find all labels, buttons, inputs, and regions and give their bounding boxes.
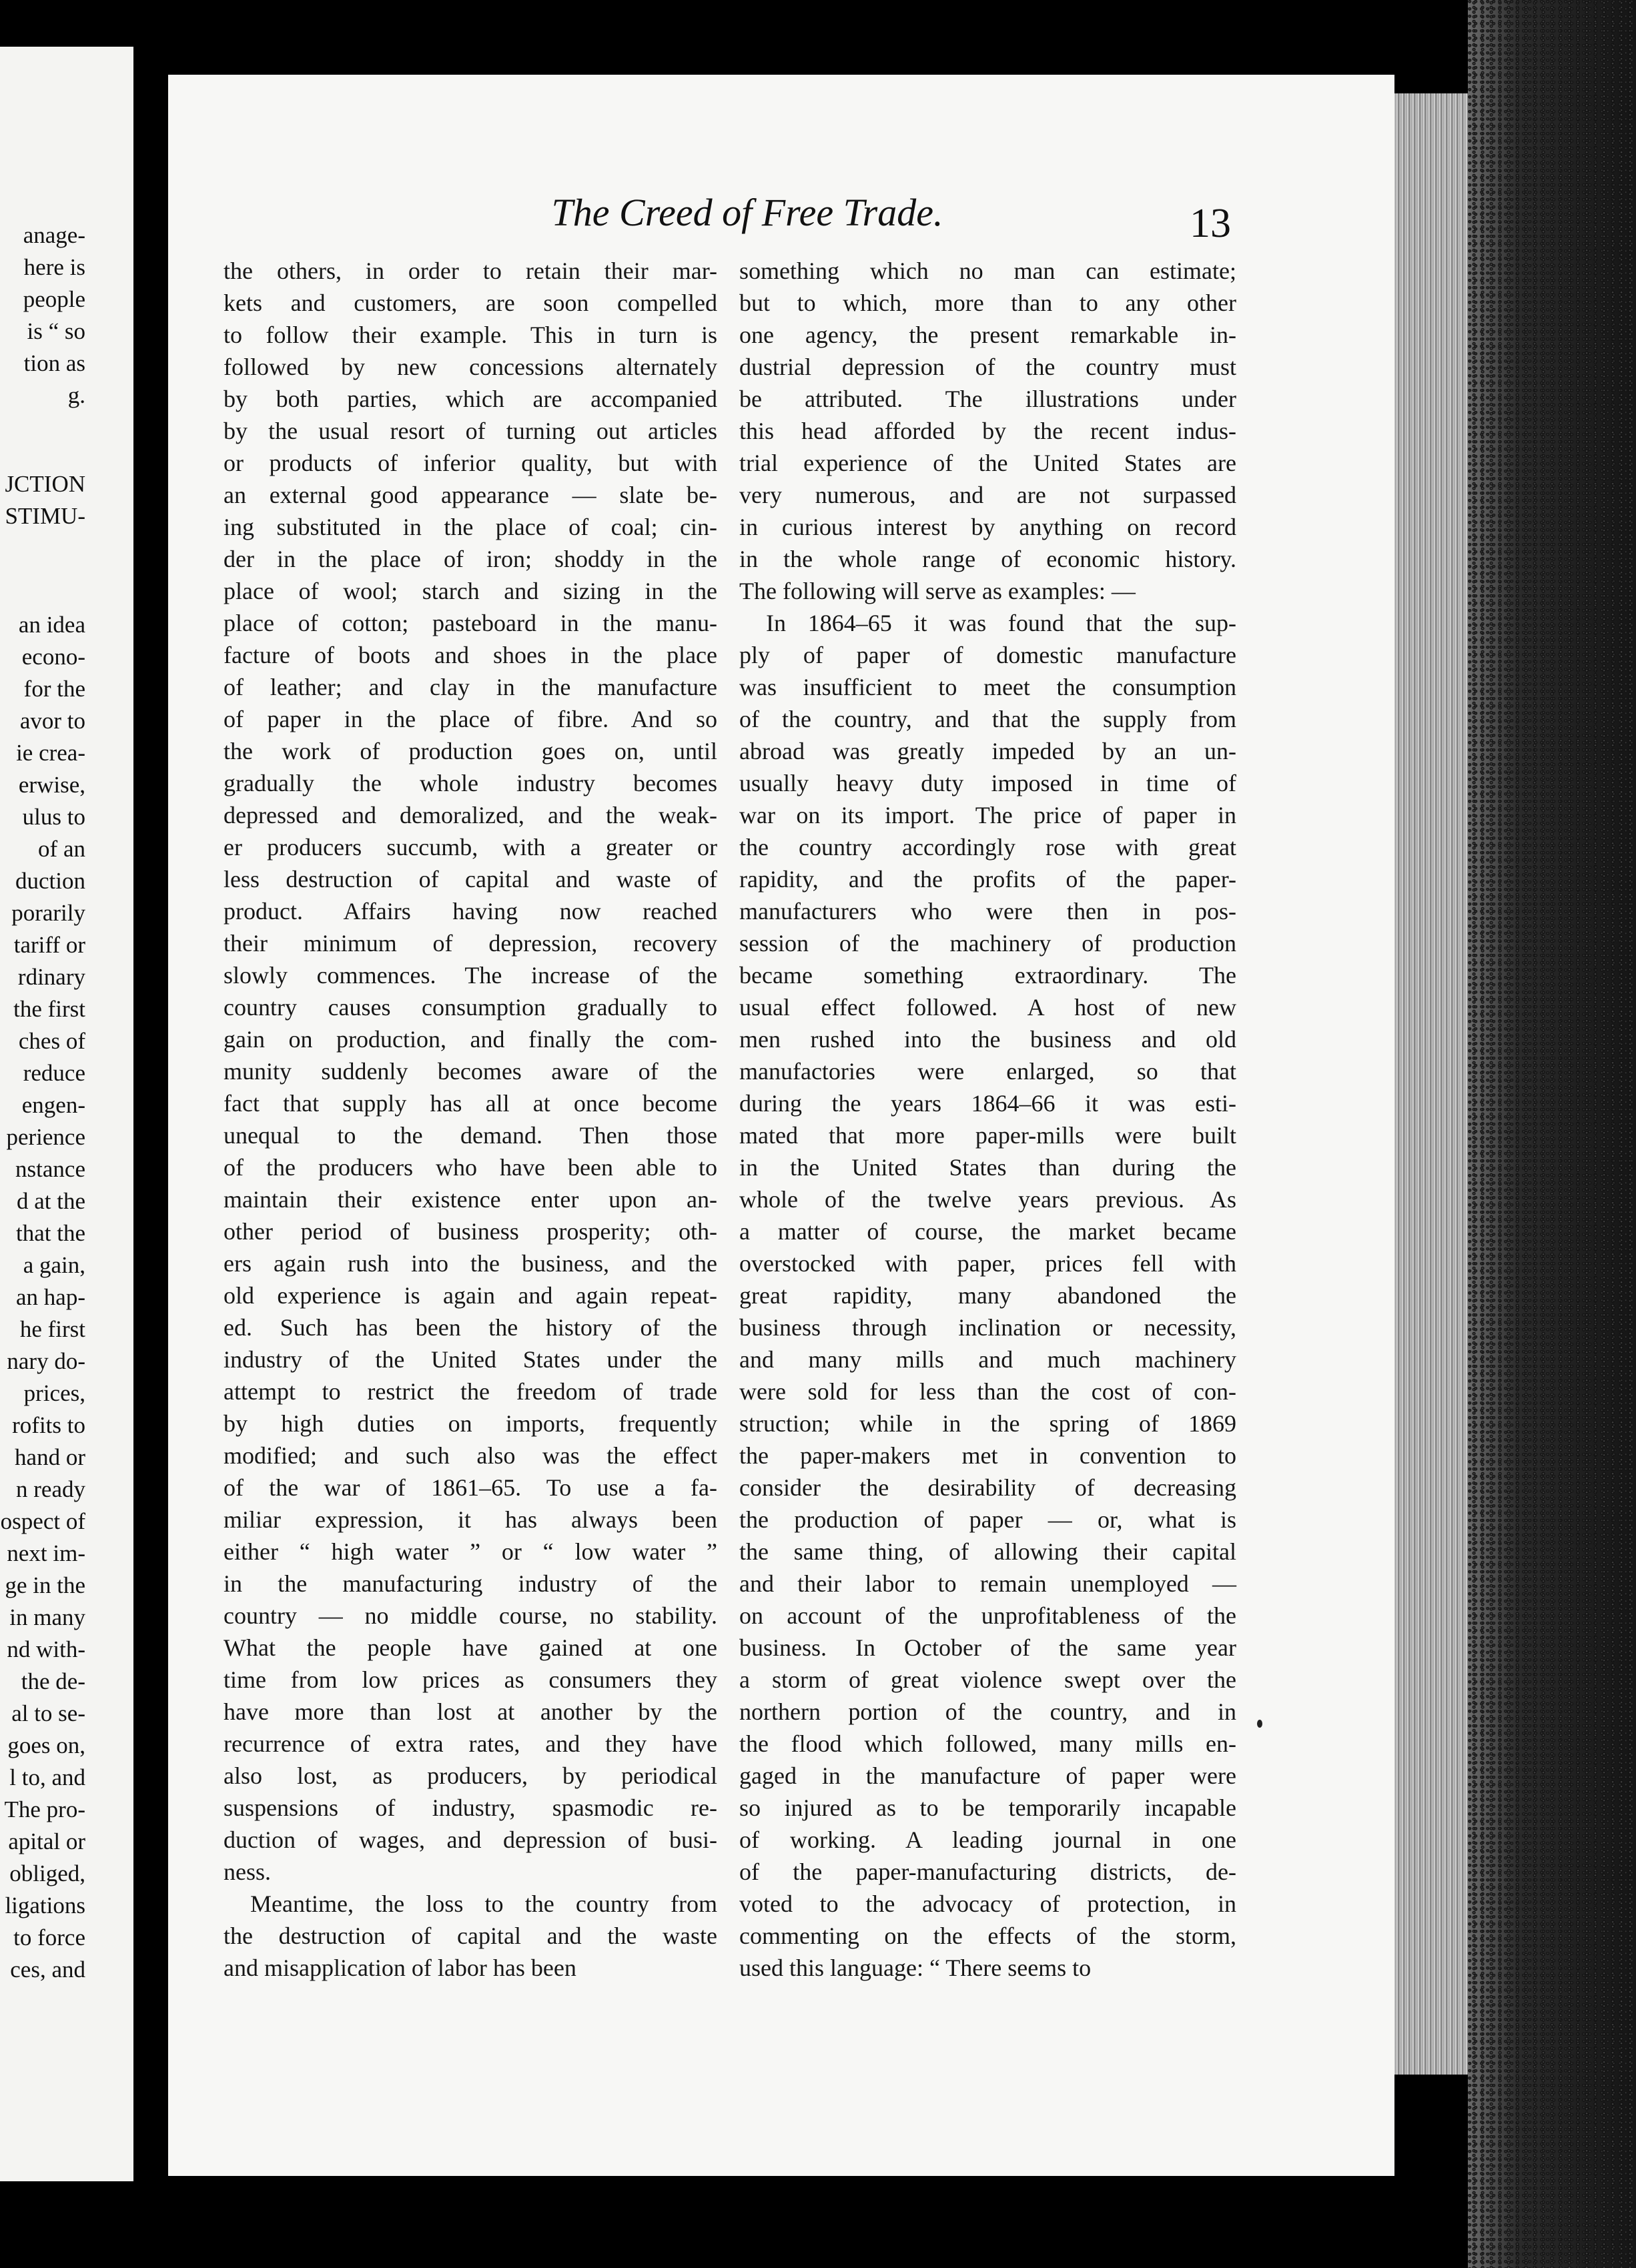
left-page-line: tariff or: [13, 932, 85, 958]
text-line: in the manufacturing industry of the: [224, 1570, 717, 1597]
text-line: and misapplication of labor has been: [224, 1954, 576, 1981]
text-line: struction; while in the spring of 1869: [739, 1410, 1236, 1437]
text-line: but to which, more than to any other: [739, 290, 1236, 316]
text-line: used this language: “ There seems to: [739, 1954, 1092, 1981]
left-page-line: n ready: [16, 1476, 85, 1502]
left-page-line: nary do-: [7, 1348, 85, 1374]
text-line: the others, in order to retain their mar-: [224, 257, 717, 284]
text-line: duction of wages, and depression of busi-: [224, 1826, 717, 1853]
left-page-line: perience: [6, 1124, 85, 1150]
text-line: an external good appearance — slate be-: [224, 482, 717, 508]
left-page-line: tion as: [23, 350, 85, 376]
text-line: suspensions of industry, spasmodic re-: [224, 1794, 717, 1821]
text-line: er producers succumb, with a greater or: [224, 834, 717, 861]
text-line: The following will serve as examples: —: [739, 578, 1136, 604]
text-line: ing substituted in the place of coal; cin-: [224, 514, 717, 540]
left-page-line: for the: [23, 676, 85, 702]
left-page-line: here is: [23, 254, 85, 280]
text-line: old experience is again and again repeat-: [224, 1282, 717, 1309]
text-line: of leather; and clay in the manufacture: [224, 674, 717, 700]
text-line: and their labor to remain unemployed —: [739, 1570, 1236, 1597]
text-line: of the producers who have been able to: [224, 1154, 717, 1181]
left-page-line: obliged,: [9, 1860, 85, 1886]
left-page-line: he first: [19, 1316, 85, 1342]
text-line: maintain their existence enter upon an-: [224, 1186, 717, 1213]
text-line: facture of boots and shoes in the place: [224, 642, 717, 668]
text-line: the production of paper — or, what is: [739, 1506, 1236, 1533]
left-page-line: porarily: [11, 900, 85, 926]
left-page-line: avor to: [19, 708, 85, 734]
left-page-line: anage-: [23, 222, 85, 248]
text-line: either “ high water ” or “ low water ”: [224, 1538, 717, 1565]
left-page-line: rofits to: [12, 1412, 85, 1438]
left-page-line: nstance: [15, 1156, 85, 1182]
text-line: manufacturers who were then in pos-: [739, 898, 1236, 925]
text-column-right: [739, 255, 1236, 1984]
text-line: one agency, the present remarkable in-: [739, 322, 1236, 348]
text-line: less destruction of capital and waste of: [224, 866, 717, 893]
left-page-line: rdinary: [17, 964, 85, 990]
left-page-line: of an: [38, 836, 85, 862]
text-line: the destruction of capital and the waste: [224, 1922, 717, 1949]
text-line: business. In October of the same year: [739, 1634, 1236, 1661]
text-line: depressed and demoralized, and the weak-: [224, 802, 717, 828]
text-line: this head afforded by the recent indus-: [739, 418, 1236, 444]
text-line: business through inclination or necessity,: [739, 1314, 1236, 1341]
text-column-left: [224, 255, 717, 1984]
left-page-line: d at the: [16, 1188, 85, 1214]
text-line: have more than lost at another by the: [224, 1698, 717, 1725]
text-line: their minimum of depression, recovery: [224, 930, 717, 957]
left-page-line: the de-: [21, 1668, 85, 1694]
text-line: the paper-makers met in convention to: [739, 1442, 1236, 1469]
text-line: munity suddenly becomes aware of the: [224, 1058, 717, 1085]
text-line: in the whole range of economic history.: [739, 546, 1236, 572]
text-line: abroad was greatly impeded by an un-: [739, 738, 1236, 764]
text-line: consider the desirability of decreasing: [739, 1474, 1236, 1501]
text-line: also lost, as producers, by periodical: [224, 1762, 717, 1789]
text-line: in the United States than during the: [739, 1154, 1236, 1181]
left-page-line: ligations: [5, 1892, 85, 1918]
text-line: on account of the unprofitableness of the: [739, 1602, 1236, 1629]
text-line: or products of inferior quality, but with: [224, 450, 717, 476]
left-page-line: the first: [13, 996, 85, 1022]
left-page-line: ge in the: [5, 1572, 85, 1598]
left-page-line: JCTION: [5, 471, 85, 497]
left-page-line: STIMU-: [5, 503, 85, 529]
text-line: gradually the whole industry becomes: [224, 770, 717, 796]
text-line: kets and customers, are soon compelled: [224, 290, 717, 316]
background-right: [1468, 0, 1636, 2268]
text-line: something which no man can estimate;: [739, 257, 1236, 284]
text-line: Meantime, the loss to the country from: [250, 1890, 717, 1917]
text-line: were sold for less than the cost of con-: [739, 1378, 1236, 1405]
text-line: other period of business prosperity; oth-: [224, 1218, 717, 1245]
left-page-line: an idea: [18, 612, 85, 638]
left-page-line: an hap-: [16, 1284, 85, 1310]
left-page-line: nd with-: [7, 1636, 85, 1662]
text-line: became something extraordinary. The: [739, 962, 1236, 989]
page-number: 13: [1190, 201, 1231, 246]
text-line: of paper in the place of fibre. And so: [224, 706, 717, 732]
text-line: fact that supply has all at once become: [224, 1090, 717, 1117]
left-page-line: people: [23, 286, 85, 312]
text-line: voted to the advocacy of protection, in: [739, 1890, 1236, 1917]
text-line: What the people have gained at one: [224, 1634, 717, 1661]
left-page-line: ie crea-: [16, 740, 85, 766]
text-line: session of the machinery of production: [739, 930, 1236, 957]
text-line: of working. A leading journal in one: [739, 1826, 1236, 1853]
text-line: place of cotton; pasteboard in the manu-: [224, 610, 717, 636]
text-line: dustrial depression of the country must: [739, 354, 1236, 380]
text-line: by both parties, which are accompanied: [224, 386, 717, 412]
left-page-line: goes on,: [7, 1732, 85, 1758]
text-line: ers again rush into the business, and the: [224, 1250, 717, 1277]
text-line: slowly commences. The increase of the: [224, 962, 717, 989]
text-line: to follow their example. This in turn is: [224, 322, 717, 348]
left-page-line: g.: [67, 382, 85, 408]
left-page-line: hand or: [15, 1444, 85, 1470]
text-line: ply of paper of domestic manufacture: [739, 642, 1236, 668]
text-line: recurrence of extra rates, and they have: [224, 1730, 717, 1757]
running-title: The Creed of Free Trade.: [551, 191, 943, 234]
text-line: by the usual resort of turning out articles: [224, 418, 717, 444]
text-line: place of wool; starch and sizing in the: [224, 578, 717, 604]
left-page-line: to force: [13, 1924, 85, 1950]
left-page-line: engen-: [21, 1092, 85, 1118]
left-page-fragment: [0, 47, 133, 2181]
text-line: and many mills and much machinery: [739, 1346, 1236, 1373]
text-line: mated that more paper-mills were built: [739, 1122, 1236, 1149]
text-line: the same thing, of allowing their capital: [739, 1538, 1236, 1565]
text-line: in curious interest by anything on record: [739, 514, 1236, 540]
text-line: of the country, and that the supply from: [739, 706, 1236, 732]
text-line: modified; and such also was the effect: [224, 1442, 717, 1469]
text-line: der in the place of iron; shoddy in the: [224, 546, 717, 572]
left-page-line: apital or: [8, 1828, 85, 1854]
left-page-line: reduce: [23, 1060, 85, 1086]
left-page-line: ces, and: [10, 1956, 85, 1982]
text-line: miliar expression, it has always been: [224, 1506, 717, 1533]
left-page-line: erwise,: [18, 772, 85, 798]
text-line: the flood which followed, many mills en-: [739, 1730, 1236, 1757]
left-page-line: in many: [9, 1604, 85, 1630]
text-line: unequal to the demand. Then those: [224, 1122, 717, 1149]
text-line: industry of the United States under the: [224, 1346, 717, 1373]
left-page-line: prices,: [23, 1380, 85, 1406]
text-line: very numerous, and are not surpassed: [739, 482, 1236, 508]
left-page-line: ulus to: [22, 804, 85, 830]
left-page-line: is “ so: [27, 318, 85, 344]
text-line: by high duties on imports, frequently: [224, 1410, 717, 1437]
text-line: gain on production, and finally the com-: [224, 1026, 717, 1053]
text-line: usual effect followed. A host of new: [739, 994, 1236, 1021]
text-line: followed by new concessions alternately: [224, 354, 717, 380]
text-line: commenting on the effects of the storm,: [739, 1922, 1236, 1949]
page-edges: [1394, 93, 1468, 2075]
left-page-line: ospect of: [0, 1508, 85, 1534]
text-line: be attributed. The illustrations under: [739, 386, 1236, 412]
text-line: of the war of 1861–65. To use a fa-: [224, 1474, 717, 1501]
text-line: great rapidity, many abandoned the: [739, 1282, 1236, 1309]
text-line: overstocked with paper, prices fell with: [739, 1250, 1236, 1277]
left-gutter: [133, 0, 168, 2268]
text-line: country — no middle course, no stability.: [224, 1602, 717, 1629]
text-line: usually heavy duty imposed in time of: [739, 770, 1236, 796]
text-line: trial experience of the United States are: [739, 450, 1236, 476]
text-line: product. Affairs having now reached: [224, 898, 717, 925]
text-line: a matter of course, the market became: [739, 1218, 1236, 1245]
text-line: a storm of great violence swept over the: [739, 1666, 1236, 1693]
left-page-line: l to, and: [9, 1764, 85, 1790]
text-line: manufactories were enlarged, so that: [739, 1058, 1236, 1085]
text-line: was insufficient to meet the consumption: [739, 674, 1236, 700]
left-page-line: al to se-: [11, 1700, 85, 1726]
text-line: the work of production goes on, until: [224, 738, 717, 764]
text-line: of the paper-manufacturing districts, de-: [739, 1858, 1236, 1885]
text-line: rapidity, and the profits of the paper-: [739, 866, 1236, 893]
text-line: the country accordingly rose with great: [739, 834, 1236, 861]
left-page-line: ches of: [18, 1028, 85, 1054]
left-page-line: econo-: [21, 644, 85, 670]
text-line: gaged in the manufacture of paper were: [739, 1762, 1236, 1789]
text-line: whole of the twelve years previous. As: [739, 1186, 1236, 1213]
text-line: attempt to restrict the freedom of trade: [224, 1378, 717, 1405]
margin-mark: [1257, 1720, 1262, 1728]
text-line: ness.: [224, 1858, 271, 1885]
left-page-line: The pro-: [4, 1796, 85, 1822]
left-page-line: a gain,: [23, 1252, 85, 1278]
text-line: war on its import. The price of paper in: [739, 802, 1236, 828]
text-line: during the years 1864–66 it was esti-: [739, 1090, 1236, 1117]
text-line: men rushed into the business and old: [739, 1026, 1236, 1053]
left-page-line: next im-: [7, 1540, 85, 1566]
text-line: so injured as to be temporarily incapable: [739, 1794, 1236, 1821]
text-line: country causes consumption gradually to: [224, 994, 717, 1021]
text-line: time from low prices as consumers they: [224, 1666, 717, 1693]
text-line: northern portion of the country, and in: [739, 1698, 1236, 1725]
text-line: ed. Such has been the history of the: [224, 1314, 717, 1341]
left-page-line: that the: [16, 1220, 85, 1246]
left-page-line: duction: [15, 868, 85, 894]
text-line: In 1864–65 it was found that the sup-: [766, 610, 1236, 636]
